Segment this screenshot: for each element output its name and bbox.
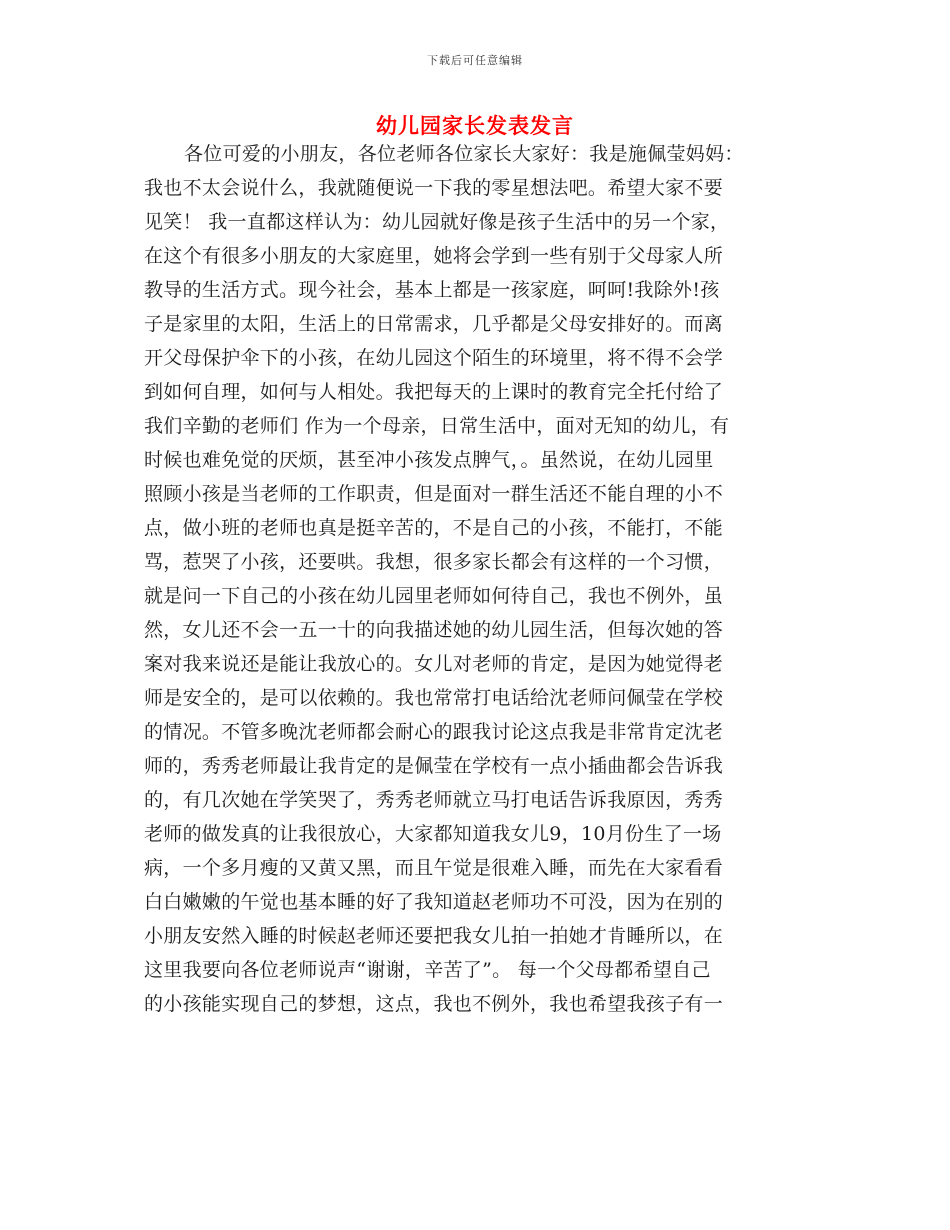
body-line: 教导的生活方式。现今社会，基本上都是一孩家庭，呵呵!我除外!孩 bbox=[144, 279, 720, 301]
body-line: 病，一个多月瘦的又黄又黑，而且午觉是很难入睡，而先在大家看看 bbox=[144, 857, 724, 879]
body-line: 就是问一下自己的小孩在幼儿园里老师如何待自己，我也不例外，虽 bbox=[144, 585, 724, 607]
body-line: 的情况。不管多晚沈老师都会耐心的跟我讨论这点我是非常肯定沈老 bbox=[144, 721, 724, 743]
body-line: 我也不太会说什么，我就随便说一下我的零星想法吧。希望大家不要 bbox=[144, 177, 724, 199]
body-line: 案对我来说还是能让我放心的。女儿对老师的肯定，是因为她觉得老 bbox=[144, 653, 724, 675]
document-body bbox=[144, 137, 814, 1021]
body-line: 师是安全的，是可以依赖的。我也常常打电话给沈老师问佩莹在学校 bbox=[144, 687, 724, 709]
body-line: 见笑！ 我一直都这样认为：幼儿园就好像是孩子生活中的另一个家， bbox=[144, 211, 730, 233]
body-line: 小朋友安然入睡的时候赵老师还要把我女儿拍一拍她才肯睡所以，在 bbox=[144, 925, 724, 947]
body-line: 时候也难免觉的厌烦，甚至冲小孩发点脾气，。虽然说，在幼儿园里 bbox=[144, 449, 714, 471]
body-line: 子是家里的太阳，生活上的日常需求，几乎都是父母安排好的。而离 bbox=[144, 313, 724, 335]
body-line: 的小孩能实现自己的梦想，这点，我也不例外，我也希望我孩子有一 bbox=[144, 993, 724, 1015]
body-line: 骂，惹哭了小孩，还要哄。我想，很多家长都会有这样的一个习惯， bbox=[144, 551, 724, 573]
body-line: 然，女儿还不会一五一十的向我描述她的幼儿园生活，但每次她的答 bbox=[144, 619, 724, 641]
body-line: 的，有几次她在学笑哭了，秀秀老师就立马打电话告诉我原因，秀秀 bbox=[144, 789, 724, 811]
body-line: 照顾小孩是当老师的工作职责，但是面对一群生活还不能自理的小不 bbox=[144, 483, 724, 505]
body-line: 老师的做发真的让我很放心，大家都知道我女儿9，10月份生了一场 bbox=[144, 823, 722, 845]
body-line: 白白嫩嫩的午觉也基本睡的好了我知道赵老师功不可没，因为在别的 bbox=[144, 891, 724, 913]
page-header-note: 下载后可任意编辑 bbox=[427, 54, 523, 67]
body-line: 在这个有很多小朋友的大家庭里，她将会学到一些有别于父母家人所 bbox=[144, 245, 724, 267]
body-line: 到如何自理，如何与人相处。我把每天的上课时的教育完全托付给了 bbox=[144, 381, 724, 403]
body-line: 各位可爱的小朋友，各位老师各位家长大家好：我是施佩莹妈妈： bbox=[184, 143, 744, 165]
body-line: 这里我要向各位老师说声“谢谢，辛苦了”。 每一个父母都希望自己 bbox=[144, 959, 711, 981]
document-title: 幼儿园家长发表发言 bbox=[376, 113, 574, 138]
body-line: 开父母保护伞下的小孩，在幼儿园这个陌生的环境里，将不得不会学 bbox=[144, 347, 724, 369]
body-line: 师的，秀秀老师最让我肯定的是佩莹在学校有一点小插曲都会告诉我 bbox=[144, 755, 724, 777]
body-line: 我们辛勤的老师们 作为一个母亲，日常生活中，面对无知的幼儿，有 bbox=[144, 415, 730, 437]
body-line: 点，做小班的老师也真是挺辛苦的，不是自己的小孩，不能打，不能 bbox=[144, 517, 724, 539]
